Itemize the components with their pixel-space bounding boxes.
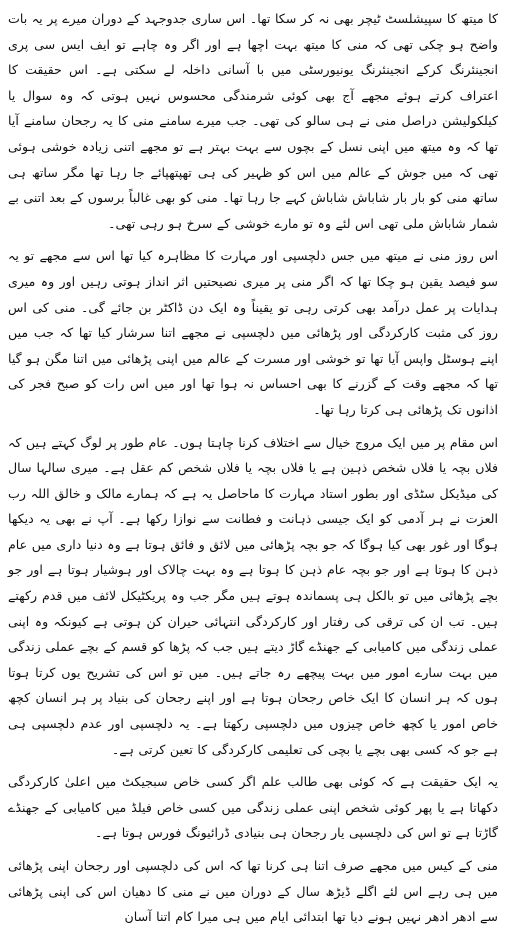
paragraph-3: اس مقام پر میں ایک مروج خیال سے اختلاف کرنا چاہتا ہوں۔ عام طور پر لوگ کہتے ہیں کہ فلاں بچہ یا فلاں شخص ذہین ہے یا فلاں بچہ یا فلاں شخص کم عقل ہے۔ میری سالہا سال کی میڈیکل سٹڈی اور بطور استاد مہارت کا ماحاصل یہ ہے کہ ہمارے مالک و خالق اللہ رب العزت نے ہر آدمی کو ایک جیسی ذہانت و فطانت سے نوازا رکھا ہے۔ آپ نے بھی یہ دیکھا ہوگا اور غور بھی کیا ہوگا کہ جو بچہ پڑھائی میں لائق و فائق ہوتا ہے وہ دنیا داری میں عام ذہن کا ہوتا ہے اور جو بچہ عام ذہن کا ہوتا ہے وہ بہت چالاک اور ہوشیار ہوتا ہے اور جو بچے پڑھائی میں تو بالکل ہی پسماندہ ہوتے ہیں مگر جب وہ پریکٹیکل لائف میں قدم رکھتے ہیں۔ تب ان کی ترقی کی رفتار اور کارکردگی انتہائی حیران کن ہوتی ہے کیونکہ وہ اپنی عملی زندگی میں کامیابی کے جھنڈے گاڑ دیتے ہیں جب کہ پڑھا کو قسم کے بچے عملی زندگی میں بہت سارے امور میں بہت پیچھے رہ جاتے ہیں۔ میں تو اس کی تشریح یوں کرتا ہوتا ہوں کہ ہر انسان کا ایک خاص رجحان ہوتا ہے اور اپنے رجحان کی بنیاد پر ہر انسان کچھ خاص امور یا کچھ خاص چیزوں میں دلچسپی رکھتا ہے۔ یہ دلچسپی اور عدم دلچسپی ہی ہے جو کہ کسی بھی بچے یا بچی کی تعلیمی کارکردگی کا تعین کرتی ہے۔ [8,434,498,757]
paragraph-4: یہ ایک حقیقت ہے کہ کوئی بھی طالب علم اگر کسی خاص سبجیکٹ میں اعلیٰ کارکردگی دکھاتا ہے یا پھر کوئی شخص اپنی عملی زندگی میں کسی خاص فیلڈ میں کامیابی کے جھنڈے گاڑتا ہے تو اس کی دلچسپی یار رجحان ہی بنیادی ڈرائیونگ فورس ہوتا ہے۔ [8,774,498,841]
paragraph-5: منی کے کیس میں مجھے صرف اتنا ہی کرنا تھا کہ اس کی دلچسپی اور رجحان اپنی پڑھائی میں ہی رہے اس لئے اگلے ڈیڑھ سال کے دوران میں نے منی کا دھیان اس کی اپنی پڑھائی سے ادھر ادھر نہیں ہونے دیا تھا ابتدائی ایام میں ہی میرا کام اتنا آسان [8,858,498,925]
paragraph-1: کا میتھ کا سپیشلسٹ ٹیچر بھی نہ کر سکا تھا۔ اس ساری جدوجہد کے دوران میرے پر یہ بات واضح ہو چکی تھی کہ منی کا میتھ بہت اچھا ہے اور اگر وہ چاہے تو ایف ایس سی پری انجینئرنگ کرکے انجینئرنگ یونیورسٹی میں با آسانی داخلہ لے سکتی ہے۔ اس حقیقت کا اعتراف کرتے ہوئے مجھے آج بھی کوئی شرمندگی محسوس نہیں ہوتی کہ وہ سوال یا کیلکولیشن دراصل منی نے ہی سالو کی تھی۔ جب میرے سامنے منی کا یہ رجحان سامنے آیا تھا کہ وہ میتھ میں اپنی نسل کے بچوں سے بہت بہتر ہے تو مجھے اتنی زیادہ خوشی ہوئی تھی کہ میں جوش کے عالم میں اس کو ظہیر کی ہی تھپتھپائے جا رہا تھا مگر ساتھ ہی ساتھ منی کو بار بار شاباش شاباش کہے جا رہا تھا۔ منی کو بھی غالباً برسوں کے بعد اتنی بے شمار شاباش ملی تھی اس لئے وہ تو مارے خوشی کے سرخ ہو رہی تھی۔ [8,11,498,231]
paragraph-2: اس روز منی نے میتھ میں جس دلچسپی اور مہارت کا مظاہرہ کیا تھا اس سے مجھے تو یہ سو فیصد یقین ہو چکا تھا کہ اگر منی پر میری نصیحتیں اثر انداز ہوتی رہیں اور وہ میری ہدایات پر عمل درآمد بھی کرتی رہی تو یقیناً وہ ایک دن ڈاکٹر بن جائے گی۔ منی کی اس روز کی مثبت کارکردگی اور پڑھائی میں دلچسپی نے مجھے اتنا سرشار کیا تھا کہ جب میں اپنے ہوسٹل واپس آیا تھا تو خوشی اور مسرت کے عالم میں اپنی پڑھائی میں اتنا مگن ہو گیا تھا کہ مجھے وقت کے گزرنے کا بھی احساس نہ ہوا تھا اور میں اس رات کو صبح فجر کی اذانوں تک پڑھائی ہی کرتا رہا تھا۔ [8,248,498,417]
